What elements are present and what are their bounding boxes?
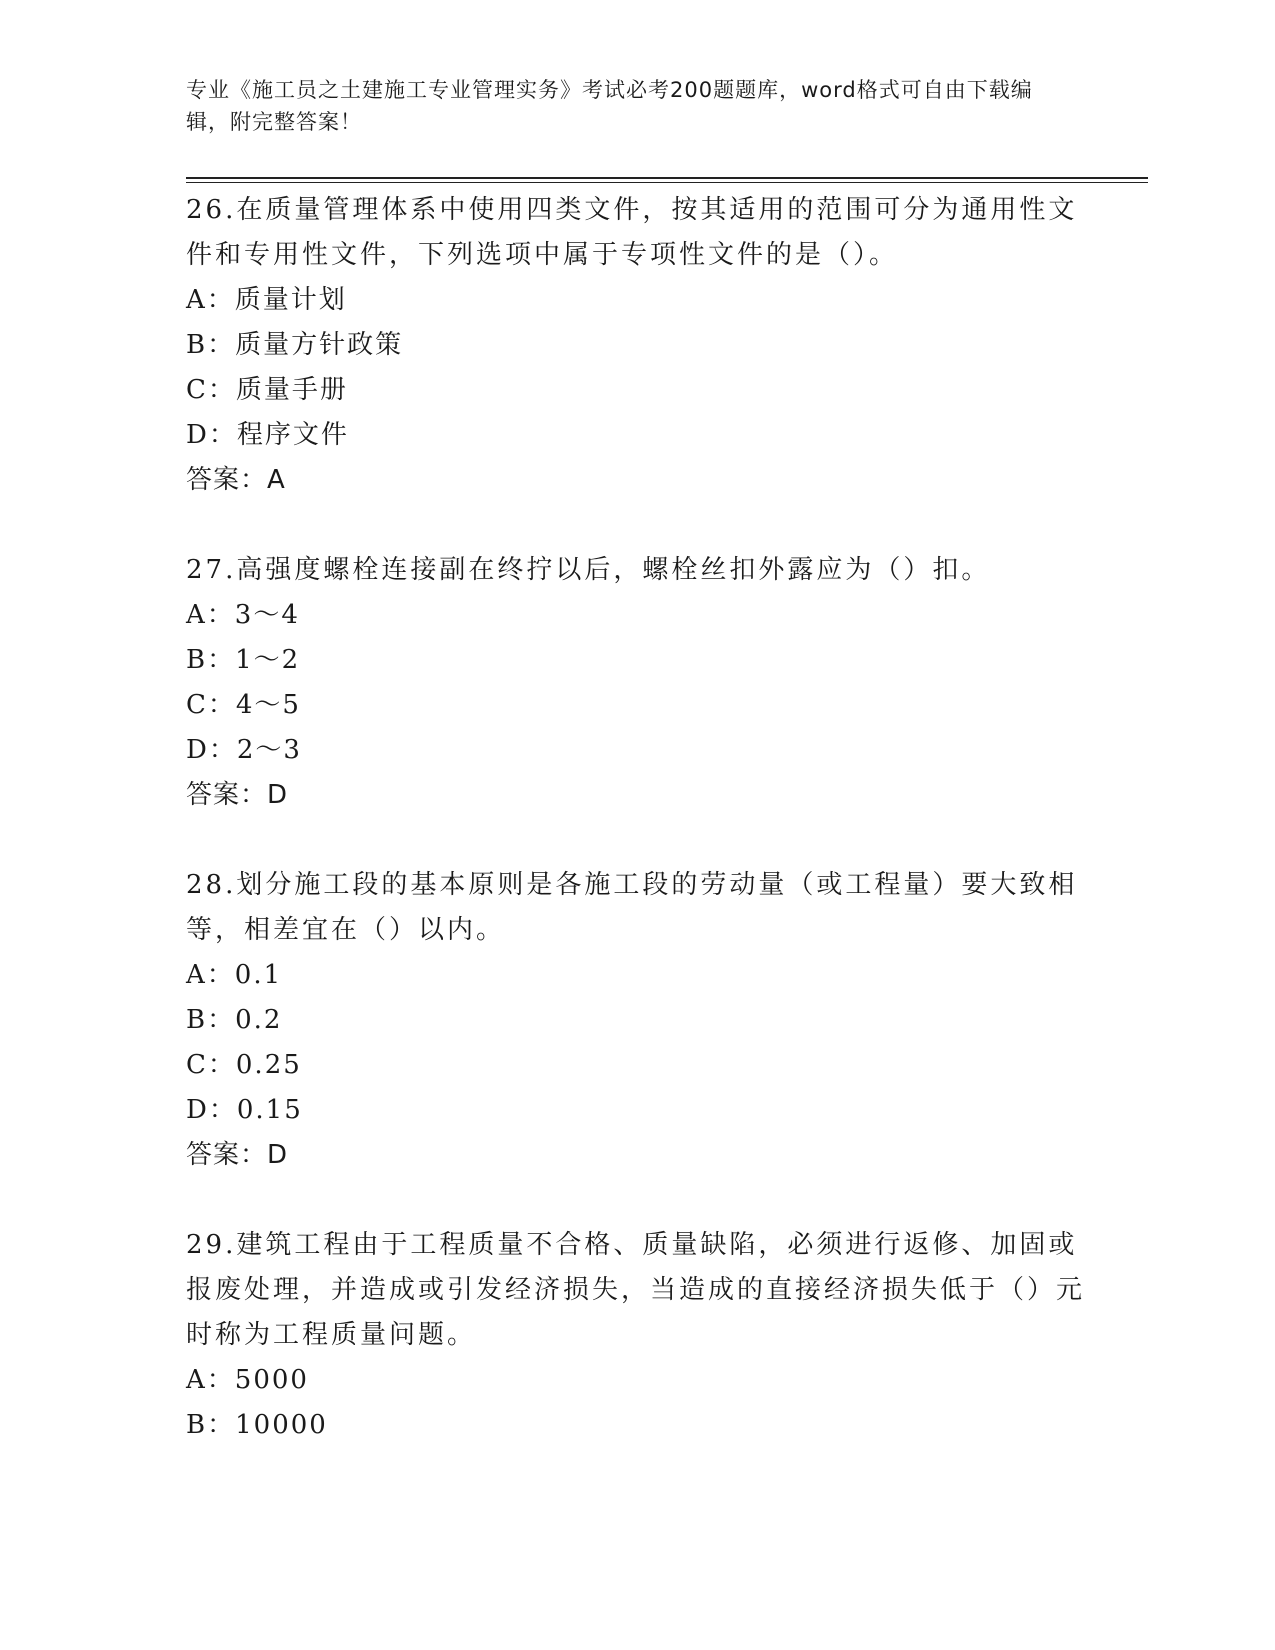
option-a: A：0.1 — [186, 960, 283, 990]
header-rule-thick — [186, 177, 1148, 179]
option-c: C：4～5 — [186, 690, 301, 720]
option-b: B：10000 — [186, 1410, 328, 1440]
option-b: B：1～2 — [186, 645, 301, 675]
option-a: A：3～4 — [186, 600, 300, 630]
header-rule-thin — [186, 182, 1148, 183]
option-a: A：质量计划 — [186, 285, 347, 315]
question-stem: 27.高强度螺栓连接副在终拧以后，螺栓丝扣外露应为（）扣。 — [186, 555, 991, 585]
option-d: D：0.15 — [186, 1095, 303, 1125]
option-b: B：质量方针政策 — [186, 330, 404, 360]
answer-line: 答案：D — [186, 1140, 289, 1170]
question-list — [186, 188, 1086, 1493]
answer-line: 答案：A — [186, 465, 286, 495]
question-stem: 28.划分施工段的基本原则是各施工段的劳动量（或工程量）要大致相等，相差宜在（）以内。 — [186, 870, 1078, 945]
option-c: C：0.25 — [186, 1050, 302, 1080]
question-stem: 29.建筑工程由于工程质量不合格、质量缺陷，必须进行返修、加固或报废处理，并造成或引发经济损失，当造成的直接经济损失低于（）元时称为工程质量问题。 — [186, 1230, 1086, 1350]
option-c: C：质量手册 — [186, 375, 348, 405]
answer-line: 答案：D — [186, 780, 289, 810]
document-header: 专业《施工员之土建施工专业管理实务》考试必考200题题库，word格式可自由下载编辑，附完整答案！ — [186, 78, 1033, 134]
option-b: B：0.2 — [186, 1005, 283, 1035]
question-27 — [186, 548, 1086, 818]
option-d: D：程序文件 — [186, 420, 349, 450]
option-a: A：5000 — [186, 1365, 309, 1395]
option-d: D：2～3 — [186, 735, 302, 765]
question-stem: 26.在质量管理体系中使用四类文件，按其适用的范围可分为通用性文件和专用性文件，下列选项中属于专项性文件的是（）。 — [186, 195, 1078, 270]
question-28 — [186, 863, 1086, 1178]
question-26 — [186, 188, 1086, 503]
question-29 — [186, 1223, 1086, 1448]
